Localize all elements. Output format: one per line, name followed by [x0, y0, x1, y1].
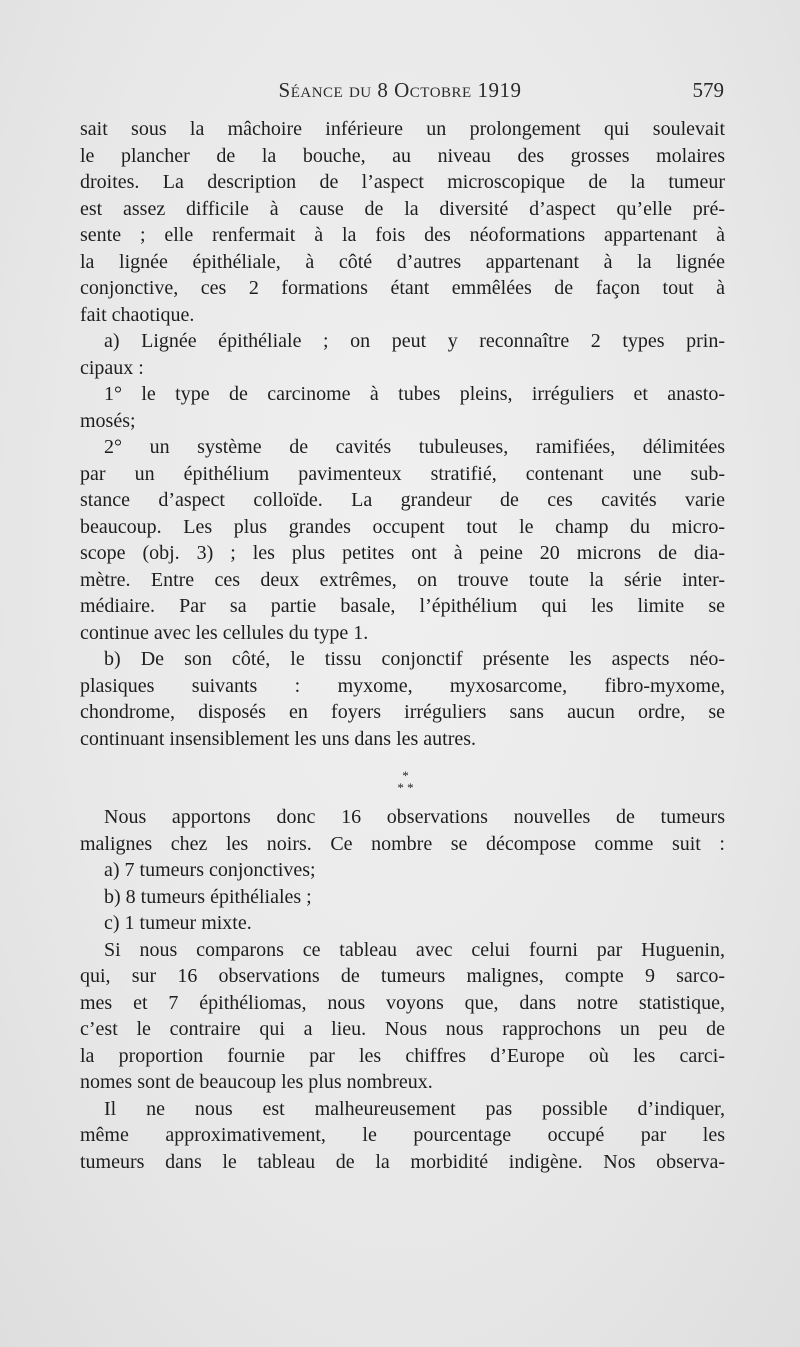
- text-line: le plancher de la bouche, au niveau des grosses molaires: [80, 144, 725, 167]
- text-line: continue avec les cellules du type 1.: [80, 621, 369, 644]
- text-line: scope (obj. 3) ; les plus petites ont à peine 20 microns de dia-: [80, 542, 725, 564]
- text-line: mètre. Entre ces deux extrêmes, on trouve toute la série inter-: [80, 568, 725, 591]
- text-line: plasiques suivants : myxome, myxosarcome, fibro-myxome,: [80, 674, 725, 697]
- section-break: [80, 752, 725, 804]
- text-line: la proportion fournie par les chiffres d’Europe où les carci-: [80, 1044, 725, 1067]
- asterism-bottom: * *: [397, 780, 414, 795]
- text-line: sait sous la mâchoire inférieure un prolongement qui soulevait: [80, 118, 725, 140]
- text-line: mosés;: [80, 409, 136, 432]
- asterism-top: *: [402, 768, 409, 783]
- page-title: Séance du 8 Octobre 1919: [278, 78, 522, 102]
- text-line: continuant insensiblement les uns dans les autres.: [80, 727, 477, 750]
- text-line: a) Lignée épithéliale ; on peut y reconnaître 2 types prin-: [104, 330, 725, 352]
- text-line: Nous apportons donc 16 observations nouvelles de tumeurs: [104, 806, 725, 828]
- text-line: droites. La description de l’aspect microscopique de la tumeur: [80, 171, 725, 193]
- text-line: cipaux :: [80, 356, 144, 379]
- page-number: 579: [692, 78, 724, 102]
- text-line: par un épithélium pavimenteux stratifié, contenant une sub-: [80, 462, 725, 485]
- text-line: malignes chez les noirs. Ce nombre se décompose comme suit :: [80, 832, 725, 855]
- text-line: stance d’aspect colloïde. La grandeur de ces cavités varie: [80, 489, 725, 511]
- body-text: [80, 116, 725, 1175]
- text-line: tumeurs dans le tableau de la morbidité indigène. Nos observa-: [80, 1150, 725, 1173]
- text-line: 2° un système de cavités tubuleuses, ramifiées, délimitées: [104, 436, 725, 458]
- text-line: chondrome, disposés en foyers irréguliers sans aucun ordre, se: [80, 701, 725, 723]
- text-line: mes et 7 épithéliomas, nous voyons que, dans notre statistique,: [80, 991, 725, 1014]
- text-line: a) 7 tumeurs conjonctives;: [104, 859, 316, 881]
- text-line: 1° le type de carcinome à tubes pleins, irréguliers et anasto-: [104, 383, 725, 405]
- text-line: sente ; elle renfermait à la fois des néoformations appartenant à: [80, 224, 725, 246]
- text-line: médiaire. Par sa partie basale, l’épithélium qui les limite se: [80, 595, 725, 617]
- text-line: qui, sur 16 observations de tumeurs malignes, compte 9 sarco-: [80, 965, 725, 987]
- text-line: c) 1 tumeur mixte.: [104, 912, 252, 934]
- running-head: [0, 78, 800, 108]
- text-line: même approximativement, le pourcentage occupé par les: [80, 1124, 725, 1146]
- text-line: est assez difficile à cause de la diversité d’aspect qu’elle pré-: [80, 197, 725, 220]
- text-line: fait chaotique.: [80, 303, 195, 326]
- text-line: b) 8 tumeurs épithéliales ;: [104, 885, 312, 908]
- text-line: beaucoup. Les plus grandes occupent tout le champ du micro-: [80, 515, 725, 538]
- text-line: Il ne nous est malheureusement pas possible d’indiquer,: [104, 1097, 725, 1120]
- text-line: nomes sont de beaucoup les plus nombreux.: [80, 1071, 433, 1093]
- text-line: b) De son côté, le tissu conjonctif présente les aspects néo-: [104, 648, 725, 670]
- text-line: c’est le contraire qui a lieu. Nous nous rapprochons un peu de: [80, 1018, 725, 1040]
- text-line: la lignée épithéliale, à côté d’autres appartenant à la lignée: [80, 250, 725, 273]
- text-line: conjonctive, ces 2 formations étant emmêlées de façon tout à: [80, 277, 725, 299]
- text-line: Si nous comparons ce tableau avec celui fourni par Huguenin,: [104, 938, 725, 961]
